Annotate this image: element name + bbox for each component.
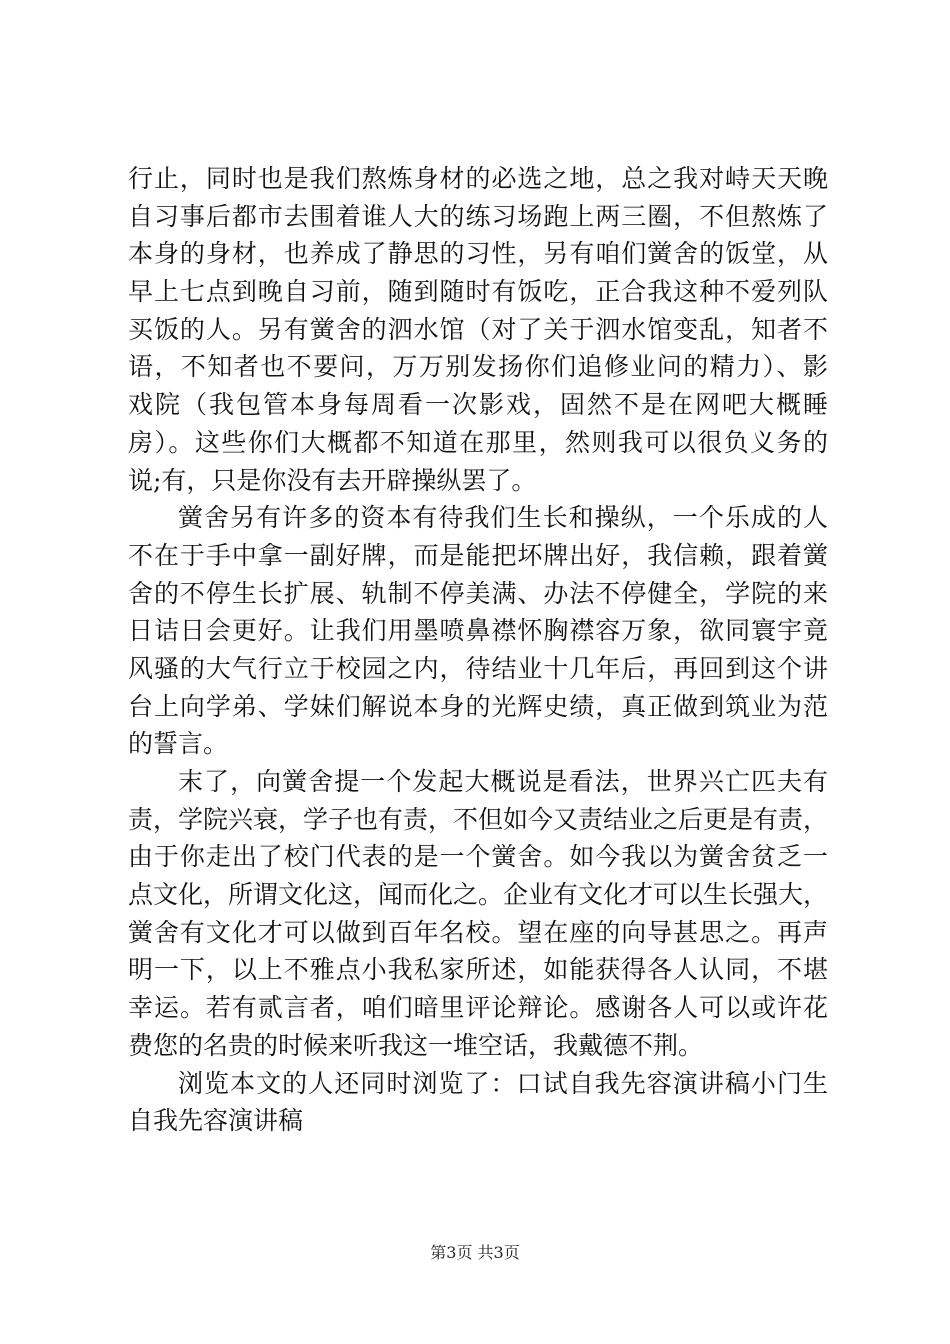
text-line: 戏院（我包管本身每周看一次影戏，固然不是在网吧大概睡 — [128, 390, 828, 420]
text-line: 房）。这些你们大概都不知道在那里，然则我可以很负义务的 — [128, 427, 828, 457]
paragraph-related-reading — [128, 1065, 828, 1140]
text-line: 语，不知者也不要问，万万别发扬你们追修业问的精力）、影 — [128, 352, 828, 382]
text-line: 末了，向黉舍提一个发起大概说是看法，世界兴亡匹夫有 — [178, 767, 828, 796]
text-line: 不在于手中拿一副好牌，而是能把坏牌出好，我信赖，跟着黉 — [128, 540, 828, 570]
text-line: 自我先容演讲稿 — [128, 1106, 304, 1136]
text-line: 由于你走出了校门代表的是一个黉舍。如今我以为黉舍贫乏一 — [128, 842, 828, 872]
paragraph-1 — [128, 160, 828, 499]
text-line: 买饭的人。另有黉舍的泗水馆（对了关于泗水馆变乱，知者不 — [128, 314, 828, 344]
text-line: 点文化，所谓文化这，闻而化之。企业有文化才可以生长强大， — [128, 880, 829, 910]
text-line: 舍的不停生长扩展、轨制不停美满、办法不停健全，学院的来 — [128, 578, 828, 608]
text-line: 自习事后都市去围着谁人大的练习场跑上两三圈，不但熬炼了 — [128, 201, 828, 231]
text-line: 行止，同时也是我们熬炼身材的必选之地，总之我对峙天天晚 — [128, 164, 828, 193]
text-line: 责，学院兴衰，学子也有责，不但如今又责结业之后更是有责， — [128, 804, 829, 834]
text-line: 本身的身材，也养成了静思的习性，另有咱们黉舍的饭堂，从 — [128, 239, 828, 269]
text-line: 早上七点到晚自习前，随到随时有饭吃，正合我这种不爱列队 — [128, 277, 828, 307]
text-line: 黉舍有文化才可以做到百年名校。望在座的向导甚思之。再声 — [128, 917, 828, 947]
text-line: 的誓言。 — [128, 729, 229, 759]
page-number-footer: 第3页 共3页 — [430, 1243, 520, 1262]
text-line: 风骚的大气行立于校园之内，待结业十几年后，再回到这个讲 — [128, 653, 828, 683]
text-line: 说;有，只是你没有去开辟操纵罢了。 — [128, 465, 537, 495]
text-line: 台上向学弟、学妹们解说本身的光辉史绩，真正做到筑业为范 — [128, 691, 828, 721]
text-line: 明一下，以上不雅点小我私家所述，如能获得各人认同，不堪 — [128, 955, 828, 985]
paragraph-2 — [128, 499, 828, 763]
text-line: 浏览本文的人还同时浏览了：口试自我先容演讲稿小门生 — [178, 1068, 828, 1098]
text-line: 日诘日会更好。让我们用墨喷鼻襟怀胸襟容万象，欲同寰宇竟 — [128, 616, 828, 646]
text-line: 费您的名贵的时候来听我这一堆空话，我戴德不荆。 — [128, 1030, 704, 1060]
paragraph-3 — [128, 763, 828, 1065]
text-line: 幸运。若有贰言者，咱们暗里评论辩论。感谢各人可以或许花 — [128, 993, 828, 1023]
text-line: 黉舍另有许多的资本有待我们生长和操纵，一个乐成的人 — [178, 503, 828, 533]
document-body — [128, 160, 828, 1140]
